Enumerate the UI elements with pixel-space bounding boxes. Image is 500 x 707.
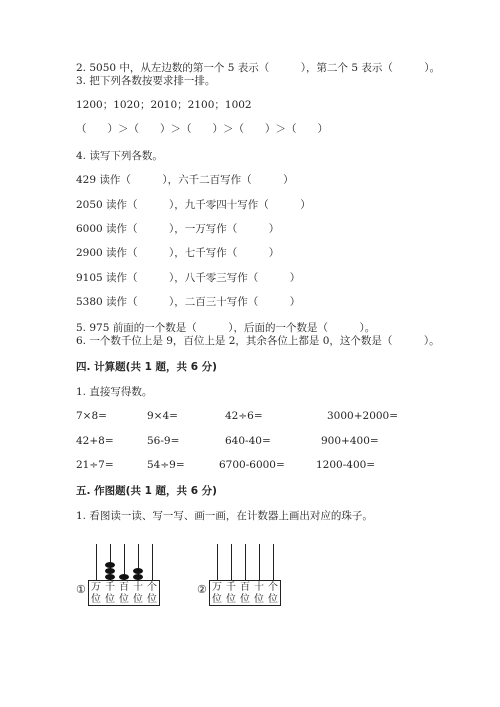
calc-cell: 54÷9= [147, 459, 185, 471]
abacus-label: 位 [105, 594, 115, 605]
section-5-question-1: 1. 看图读一读、写一写、画一画，在计数器上画出对应的珠子。 [76, 510, 373, 522]
abacus-rod [245, 544, 246, 580]
abacus-bead [105, 562, 115, 568]
abacus-2-marker: ② [197, 583, 207, 596]
abacus-label: 位 [226, 594, 236, 605]
calc-cell: 42+8= [76, 435, 114, 447]
abacus-label: 位 [254, 594, 264, 605]
abacus-bead [133, 574, 143, 580]
calc-cell: 640-40= [225, 435, 271, 447]
calc-cell: 9×4= [147, 410, 178, 422]
question-3-numbers: 1200；1020；2010；2100；1002 [76, 99, 252, 111]
abacus-label: 百 [119, 582, 129, 593]
q4-row: 2900 读作（ ），七千写作（ ） [76, 247, 280, 259]
abacus-rod [231, 544, 232, 580]
abacus-label: 万 [91, 582, 101, 593]
question-6: 6. 一个数千位上是 9，百位上是 2，其余各位上都是 0，这个数是（ ）。 [76, 335, 440, 347]
q4-row: 2050 读作（ ），九千零四十写作（ ） [76, 199, 311, 211]
abacus-label: 位 [119, 594, 129, 605]
question-3-blanks: （ ）＞（ ）＞（ ）＞（ ）＞（ ） [76, 123, 328, 135]
calc-cell: 3000+2000= [327, 410, 399, 422]
abacus-label: 位 [91, 594, 101, 605]
abacus-label: 个 [268, 582, 278, 593]
abacus-label: 位 [212, 594, 222, 605]
calc-cell: 42÷6= [225, 410, 263, 422]
q4-row: 9105 读作（ ），八千零三写作（ ） [76, 272, 301, 284]
calc-cell: 6700-6000= [219, 459, 285, 471]
abacus-label: 位 [240, 594, 250, 605]
section-5-title: 五. 作图题(共 1 题，共 6 分) [76, 485, 217, 497]
q4-row: 429 读作（ ），六千二百写作（ ） [76, 174, 294, 186]
abacus-2 [197, 540, 287, 610]
section-4-title: 四. 计算题(共 1 题，共 6 分) [76, 361, 217, 373]
q4-row: 5380 读作（ ），二百三十写作（ ） [76, 296, 301, 308]
abacus-rod [152, 544, 153, 580]
abacus-bead [119, 574, 129, 580]
abacus-rod [96, 544, 97, 580]
calc-cell: 56-9= [147, 435, 180, 447]
abacus-1-marker: ① [76, 583, 86, 596]
calc-cell: 900+400= [321, 435, 379, 447]
q4-row: 6000 读作（ ），一万写作（ ） [76, 223, 280, 235]
abacus-label: 千 [226, 582, 236, 593]
question-3: 3. 把下列各数按要求排一排。 [76, 75, 216, 87]
abacus-rod [217, 544, 218, 580]
question-5: 5. 975 前面的一个数是（ ），后面的一个数是（ ）。 [76, 322, 376, 334]
abacus-label: 位 [147, 594, 157, 605]
calc-cell: 7×8= [76, 410, 107, 422]
abacus-rod [259, 544, 260, 580]
calc-cell: 21÷7= [76, 459, 114, 471]
section-4-question-1: 1. 直接写得数。 [76, 386, 153, 398]
abacus-rod [273, 544, 274, 580]
abacus-bead [133, 568, 143, 574]
abacus-label: 万 [212, 582, 222, 593]
abacus-label: 十 [133, 582, 143, 593]
abacus-1 [76, 540, 166, 610]
abacus-label: 十 [254, 582, 264, 593]
abacus-label: 位 [268, 594, 278, 605]
question-4: 4. 读写下列各数。 [76, 150, 163, 162]
calc-cell: 1200-400= [316, 459, 376, 471]
abacus-label: 位 [133, 594, 143, 605]
abacus-label: 千 [105, 582, 115, 593]
question-2: 2. 5050 中，从左边数的第一个 5 表示（ ），第二个 5 表示（ ）。 [76, 62, 441, 74]
abacus-label: 百 [240, 582, 250, 593]
abacus-bead [105, 568, 115, 574]
abacus-bead [105, 574, 115, 580]
abacus-label: 个 [147, 582, 157, 593]
